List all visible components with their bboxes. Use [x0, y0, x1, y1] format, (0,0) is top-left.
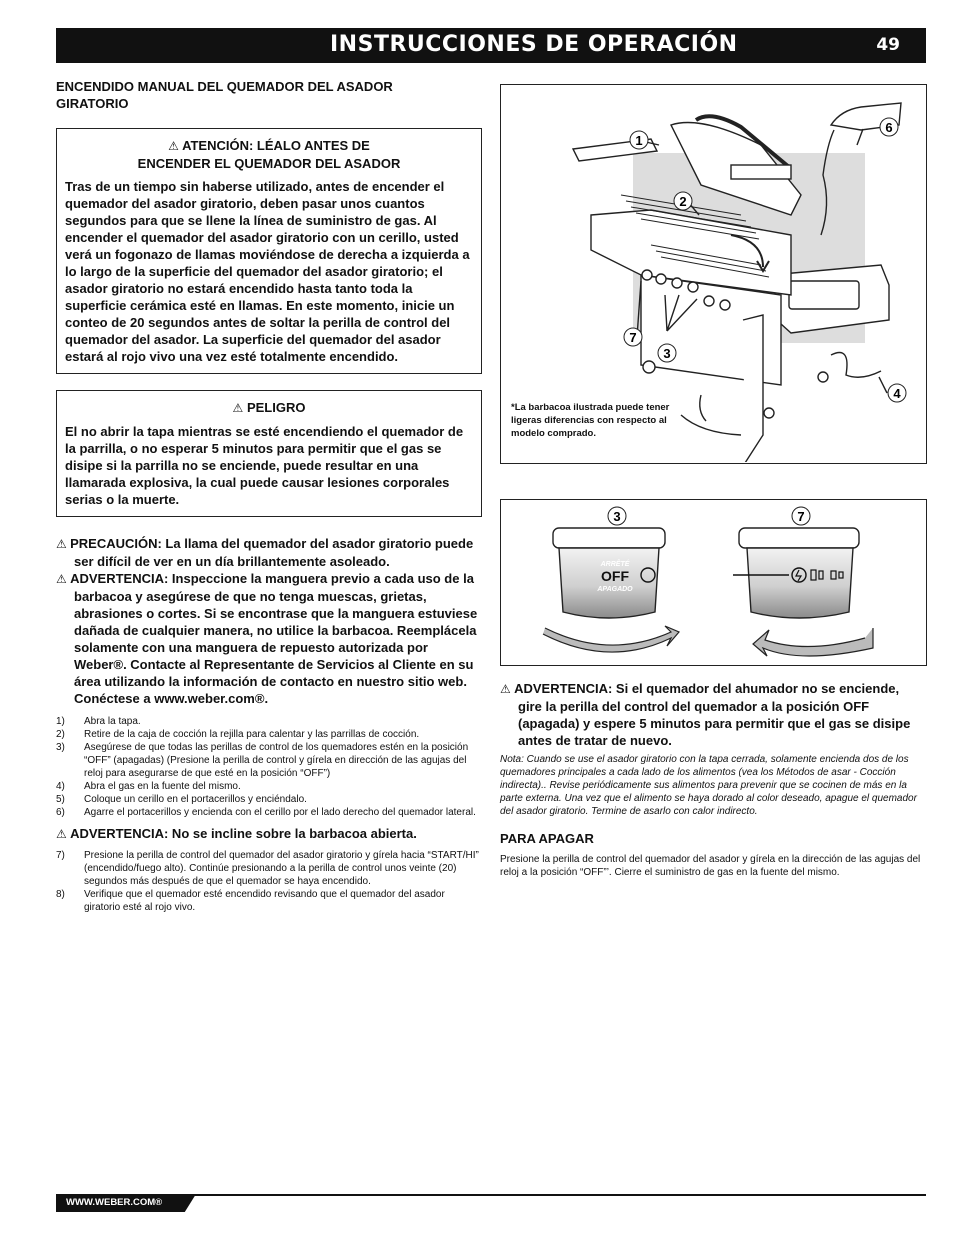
- danger-body: El no abrir la tapa mientras se esté encendiendo el quemador de la parrilla, o no esperar 5 minutos para permitir que el gas se disipe si la parrilla no se enciende, puede resultar en una llamarada explosiva, la cual puede causar lesiones corporales serias o la muerte.: [65, 424, 464, 507]
- callout-3: [658, 344, 676, 362]
- header-bar: [56, 28, 926, 63]
- step-number: 8): [56, 889, 65, 900]
- warning-triangle-icon: ⚠: [500, 682, 515, 696]
- list-item: [56, 780, 482, 793]
- callout-1-label: 1: [635, 133, 643, 148]
- callout-7: [624, 328, 642, 346]
- step-number: 2): [56, 729, 65, 740]
- callout-1: [630, 131, 648, 149]
- knob-text-top: ARRÊTÉ: [600, 561, 630, 568]
- off-section-body: Presione la perilla de control del quemador del asador y gírela en la dirección de las agujas del reloj a la posición “OFF”’. Cierre el suministro de gas en la fuente del mismo.: [500, 854, 921, 878]
- callout-7-label: 7: [629, 330, 637, 345]
- knobs-drawing: [501, 500, 925, 664]
- rotisserie-note: Nota: Cuando se use el asador giratorio con la tapa cerrada, solamente encienda dos de los quemadores principales a cada lado de los alimentos (vea los Métodos de asar - Cocción indirecta).. Revise periódicamente sus alimentos para prevenir que se cocinen de más en la parte externa. Una vez que el alimento se haya dorado al color deseado, apague el quemador del asador giratorio. Termine de asarlo con calor indirecto.: [500, 754, 917, 817]
- callout-4-label: 4: [893, 386, 901, 401]
- attention-body: Tras de un tiempo sin haberse utilizado, antes de encender el quemador del asador giratorio, deben pasar unos cuantos segundos para que se llene la línea de suministro de gas. Al encender el quemador del asador giratorio con un cerillo, usted verá un fogonazo de llamas moviéndose de derecha a izquierda a lo largo de la superficie del quemador del asador giratorio; el asador giratorio no estará encendido hasta tanto toda la superficie cerámica esté en llamas. En este momento, inicie un conteo de 20 segundos antes de soltar la perilla de control del quemador del asador. La superficie del quemador del asador estará al rojo vivo una vez esté totalmente encendido.: [65, 179, 470, 364]
- step-number: 6): [56, 807, 65, 818]
- list-item: [56, 806, 482, 819]
- step-text: Abra el gas en la fuente del mismo.: [84, 781, 241, 792]
- knob-text-mid: OFF: [601, 568, 629, 584]
- step-text: Agarre el portacerillos y encienda con el cerillo por el lado derecho del quemador lateral.: [84, 807, 476, 818]
- page-number: 49: [876, 35, 900, 55]
- list-item: [56, 715, 482, 728]
- right-column: [500, 680, 926, 879]
- grill-illustration: [500, 84, 927, 464]
- step-text: Asegúrese de que todas las perillas de control de los quemadores estén en la posición “OFF” (apagadas) (Presione la perilla de control y gírela en dirección de las agujas del reloj para asegurarse de que esté en la posición “OFF”): [84, 742, 469, 779]
- warning-triangle-icon: ⚠: [56, 537, 71, 551]
- step-number: 4): [56, 781, 65, 792]
- step-number: 7): [56, 850, 65, 861]
- warning-smoker-text: ⚠ ADVERTENCIA: Si el quemador del ahumador no se enciende, gire la perilla del control del quemador a la posición OFF (apagada) y espere 5 minutos para permitir que el gas se disipe antes de tratar de nuevo.: [500, 681, 911, 748]
- callout-2: [674, 192, 692, 210]
- warning-triangle-icon: ⚠: [56, 572, 71, 586]
- off-section-title: PARA APAGAR: [500, 831, 594, 846]
- step-text: Verifique que el quemador esté encendido revisando que el quemador del asador giratorio esté al rojo vivo.: [84, 889, 445, 913]
- callout-4: [888, 384, 906, 402]
- knob-off: [543, 507, 679, 652]
- list-item: [56, 741, 482, 780]
- section-title: ENCENDIDO MANUAL DEL QUEMADOR DEL ASADOR GIRATORIO: [56, 79, 393, 111]
- figure-caption: *La barbacoa ilustrada puede tener ligeras diferencias con respecto al modelo comprado.: [511, 402, 670, 439]
- warning-triangle-icon: ⚠: [56, 827, 71, 841]
- callout-6-label: 6: [885, 120, 893, 135]
- warning-lean-text: ⚠ ADVERTENCIA: No se incline sobre la barbacoa abierta.: [56, 826, 417, 841]
- step-text: Coloque un cerillo en el portacerillos y enciéndalo.: [84, 794, 307, 805]
- attention-heading: ⚠ ATENCIÓN: LÉALO ANTES DE ENCENDER EL QUEMADOR DEL ASADOR: [137, 138, 401, 171]
- knob-left-label: 3: [613, 509, 621, 524]
- step-text: Abra la tapa.: [84, 716, 141, 727]
- list-item: [56, 793, 482, 806]
- list-item: [56, 888, 482, 914]
- precaution-text: ⚠ PRECAUCIÓN: La llama del quemador del asador giratorio puede ser difícil de ver en un día brillantemente asoleado.: [56, 536, 474, 569]
- knobs-illustration: [500, 499, 927, 666]
- knob-right-label: 7: [797, 509, 805, 524]
- warning-hose-text: ⚠ ADVERTENCIA: Inspeccione la manguera previo a cada uso de la barbacoa y asegúrese de que no tenga muescas, grietas, abrasiones o cortes. Si se encontrase que la manguera estuviese dañada de cualquier manera, no utilice la barbacoa. Reemplácela solamente con una manguera de repuesto autorizada por Weber®. Contacte al Representante de Servicios al Cliente en su área utilizando la información de contacto en nuestro sitio web. Conéctese a www.weber.com®.: [56, 571, 478, 706]
- callout-2-label: 2: [679, 194, 687, 209]
- warning-triangle-icon: ⚠: [168, 139, 179, 153]
- page-title: INSTRUCCIONES DE OPERACIÓN: [330, 32, 738, 57]
- step-number: 5): [56, 794, 65, 805]
- danger-heading: ⚠ PELIGRO: [232, 400, 306, 415]
- list-item: [56, 849, 482, 888]
- callout-3-label: 3: [663, 346, 671, 361]
- step-number: 1): [56, 716, 65, 727]
- step-text: Retire de la caja de cocción la rejilla para calentar y las parrillas de cocción.: [84, 729, 420, 740]
- callout-6: [880, 118, 898, 136]
- steps-list-a: [56, 715, 482, 819]
- knob-text-bot: APAGADO: [597, 586, 633, 593]
- left-column: [56, 78, 482, 914]
- step-text: Presione la perilla de control del quemador del asador giratorio y gírela hacia “START/HI” (encendido/fuego alto). Continúe presionando a la perilla de control unos veinte (20) segundos más después de que el quemador se haya encendido.: [84, 850, 479, 887]
- steps-list-b: [56, 849, 482, 914]
- attention-box: [56, 128, 482, 374]
- footer-website: WWW.WEBER.COM®: [66, 1197, 163, 1208]
- warning-triangle-icon: ⚠: [232, 401, 244, 415]
- step-number: 3): [56, 742, 65, 753]
- knob-start: [733, 507, 873, 656]
- danger-box: [56, 390, 482, 517]
- list-item: [56, 728, 482, 741]
